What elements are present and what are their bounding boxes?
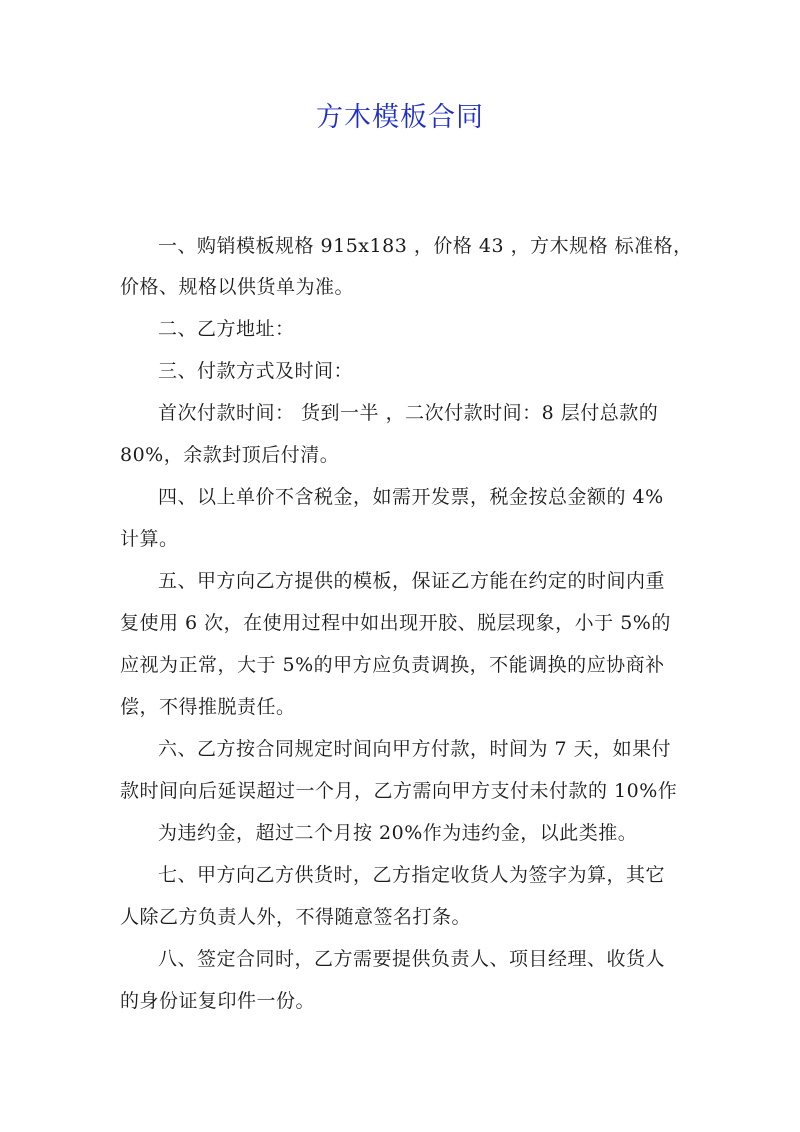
clause-1-line-2: 价格、规格以供货单为准。 [120, 276, 355, 298]
clause-3-line-1: 三、付款方式及时间： [158, 360, 354, 382]
clause-3-line-2: 首次付款时间： 货到一半 ，二次付款时间：8 层付总款的 [158, 402, 659, 424]
clause-6-line-3: 为违约金，超过二个月按 20%作为违约金，以此类推。 [158, 822, 638, 844]
document-title: 方木模板合同 [316, 102, 484, 133]
clause-5-line-2: 复使用 6 次，在使用过程中如出现开胶、脱层现象，小于 5%的 [120, 612, 671, 634]
clause-6-line-2: 款时间向后延误超过一个月，乙方需向甲方支付未付款的 10%作 [120, 780, 678, 802]
clause-8-line-1: 八、签定合同时，乙方需要提供负责人、项目经理、收货人 [158, 948, 666, 970]
clause-3-line-3: 80%，余款封顶后付清。 [120, 444, 340, 466]
clause-1-line-1: 一、购销模板规格 915x183 ，价格 43 ，方木规格 标准格， [158, 235, 693, 257]
clause-6-line-1: 六、乙方按合同规定时间向甲方付款，时间为 7 天，如果付 [158, 738, 672, 760]
clause-7-line-1: 七、甲方向乙方供货时，乙方指定收货人为签字为算，其它 [158, 864, 666, 886]
clause-4-line-1: 四、以上单价不含税金，如需开发票，税金按总金额的 4% [158, 486, 664, 508]
clause-5-line-1: 五、甲方向乙方提供的模板，保证乙方能在约定的时间内重 [158, 570, 666, 592]
clause-7-line-2: 人除乙方负责人外，不得随意签名打条。 [120, 906, 472, 928]
clause-2-line-1: 二、乙方地址： [158, 318, 295, 340]
clause-5-line-4: 偿，不得推脱责任。 [120, 696, 296, 718]
clause-4-line-2: 计算。 [120, 528, 179, 550]
clause-8-line-2: 的身份证复印件一份。 [120, 990, 316, 1012]
clause-5-line-3: 应视为正常，大于 5%的甲方应负责调换，不能调换的应协商补 [120, 654, 665, 676]
